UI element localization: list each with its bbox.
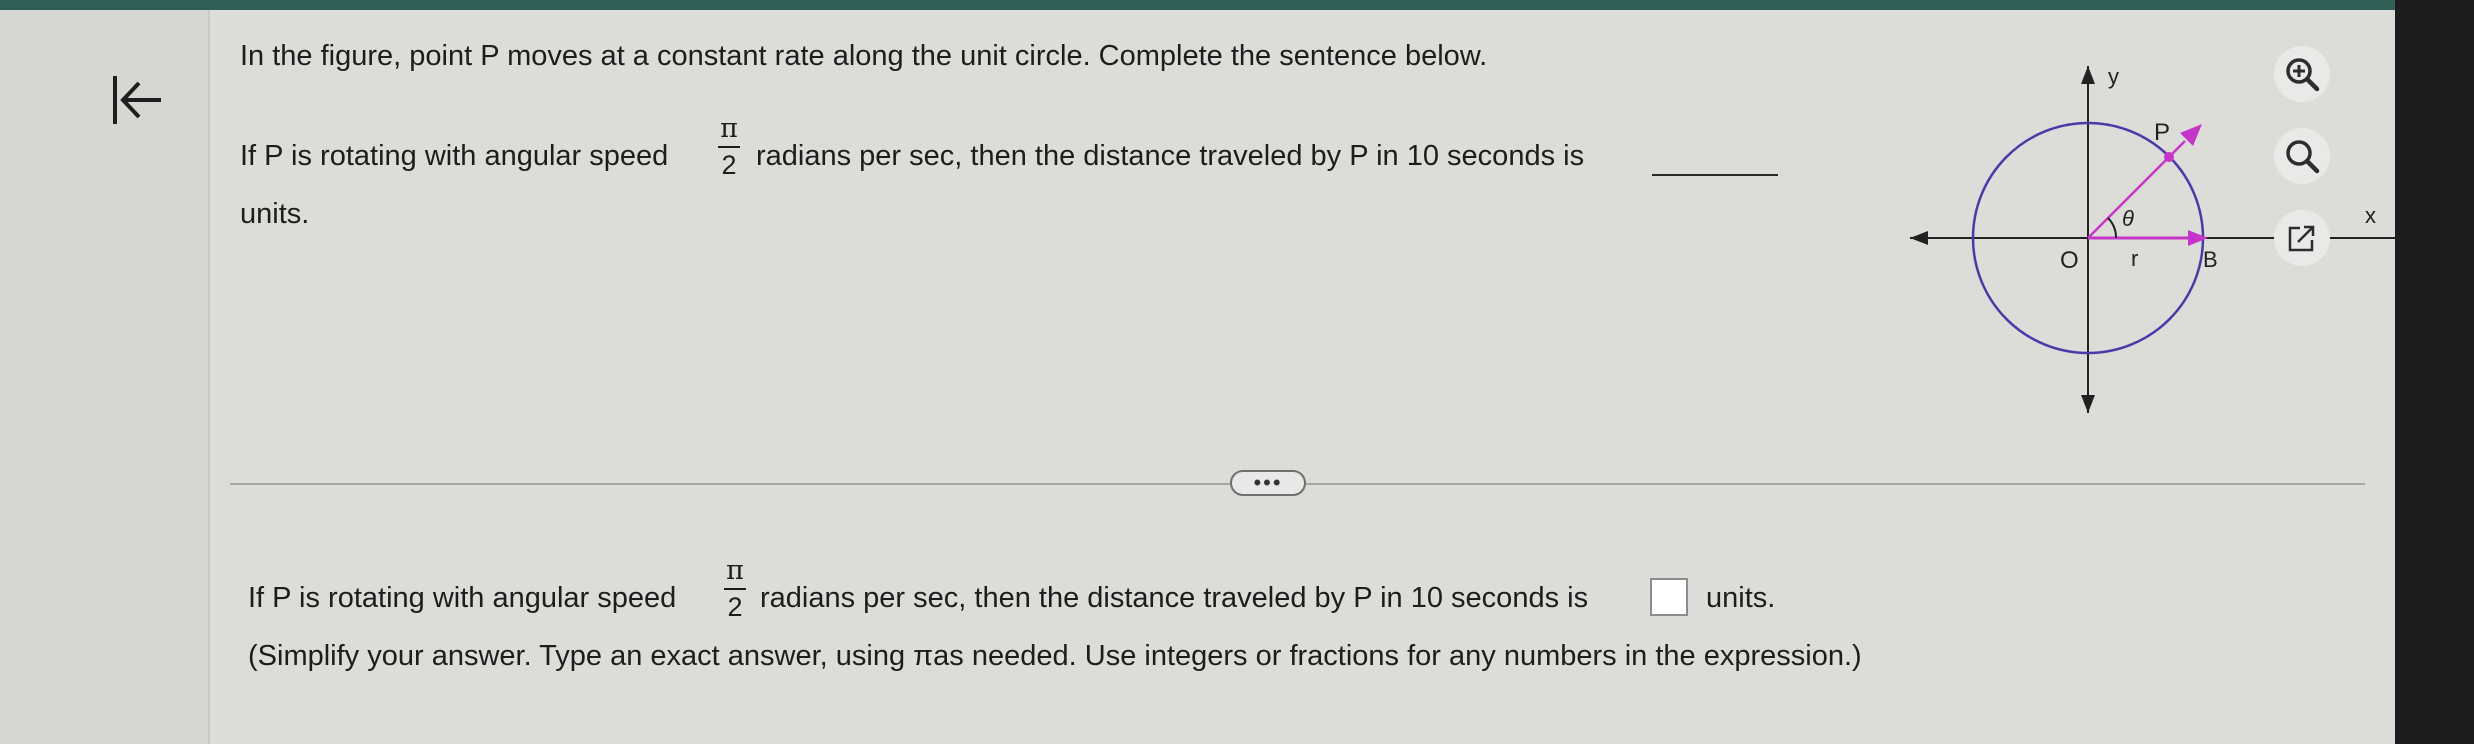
zoom-in-button[interactable]	[2274, 46, 2330, 102]
answer-fraction-denominator: 2	[727, 592, 743, 622]
zoom-in-icon	[2282, 54, 2322, 94]
answer-text-end: units.	[1706, 582, 1776, 614]
answer-blank-line	[1652, 174, 1778, 176]
label-theta: θ	[2122, 206, 2134, 231]
answer-text-after: radians per sec, then the distance traveled by P in 10 seconds is	[760, 582, 1589, 614]
label-x: x	[2365, 203, 2376, 228]
label-y: y	[2108, 64, 2119, 89]
zoom-out-icon	[2282, 136, 2322, 176]
answer-instruction: (Simplify your answer. Type an exact answer, using πas needed. Use integers or fractions for any numbers in the expression.)	[248, 640, 1862, 672]
popout-icon	[2284, 220, 2320, 256]
more-button[interactable]: •••	[1230, 470, 1306, 496]
label-b: B	[2203, 247, 2218, 272]
unit-circle-figure	[1890, 38, 2470, 428]
top-bar	[0, 0, 2395, 10]
question-area	[210, 10, 2395, 744]
label-o: O	[2060, 247, 2079, 274]
segment-ob-arrow	[2188, 230, 2208, 246]
y-axis-top-arrow	[2081, 66, 2095, 84]
collapse-button[interactable]	[100, 65, 170, 135]
fraction-numerator: π	[720, 113, 738, 144]
collapse-left-icon	[105, 70, 165, 130]
fraction-bar	[718, 146, 740, 148]
y-axis-bottom-arrow	[2081, 395, 2095, 413]
prompt-text-after: radians per sec, then the distance traveled by P in 10 seconds is	[756, 140, 1585, 172]
answer-input[interactable]	[1650, 578, 1688, 616]
answer-fraction-bar	[724, 588, 746, 590]
zoom-out-button[interactable]	[2274, 128, 2330, 184]
answer-fraction	[724, 556, 746, 622]
label-p: P	[2154, 119, 2171, 146]
question-intro: In the figure, point P moves at a constant rate along the unit circle. Complete the sentence below.	[240, 40, 1488, 72]
answer-text-before: If P is rotating with angular speed	[248, 582, 677, 614]
answer-fraction-numerator: π	[726, 555, 744, 586]
fraction-denominator: 2	[721, 150, 737, 180]
theta-arc	[2108, 218, 2116, 238]
popout-button[interactable]	[2274, 210, 2330, 266]
right-edge-background	[2395, 0, 2474, 744]
x-axis-left-arrow	[1910, 231, 1928, 245]
prompt-text-end: units.	[240, 198, 310, 230]
point-p	[2164, 152, 2174, 162]
prompt-text-before: If P is rotating with angular speed	[240, 140, 669, 172]
prompt-fraction	[718, 114, 740, 180]
label-r: r	[2131, 246, 2139, 271]
left-rail	[0, 10, 210, 744]
